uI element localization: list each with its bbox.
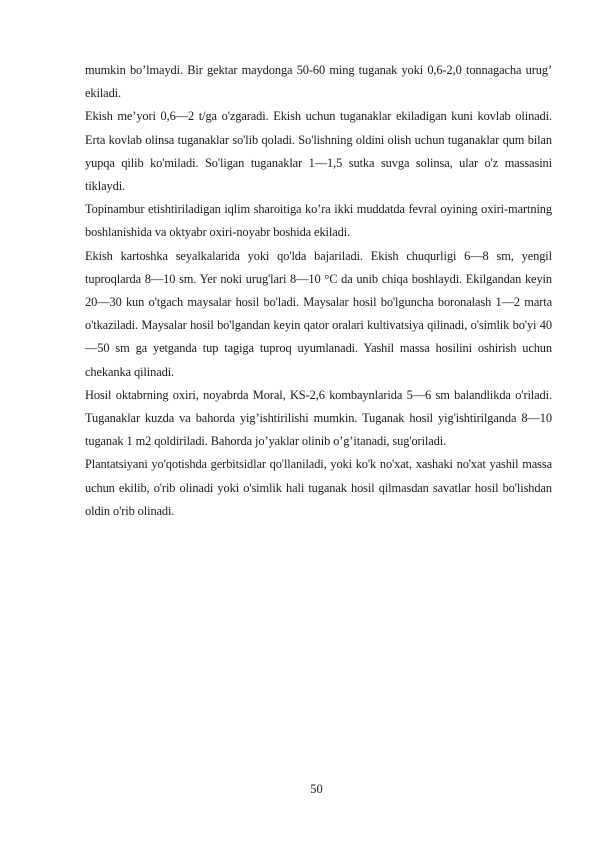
paragraph-3: Topinambur etishtiriladigan iqlim sharoitiga ko’ra ikki muddatda fevral oyining oxiri-martning boshlanishida va oktyabr oxiri-noyabr boshida ekiladi. — [85, 202, 552, 240]
paragraph-2: Ekish me’yori 0,6—2 t/ga o'zgaradi. Ekish uchun tuganaklar ekiladigan kuni kovlab olinadi. Erta kovlab olinsa tuganaklar so'lib qoladi. So'lishning oldini olish uchun tuganaklar qum bilan yupqa qilib ko'miladi. So'ligan tuganaklar 1—1,5 sutka suvga solinsa, ular o'z massasini tiklaydi. — [85, 109, 552, 194]
paragraph-4: Ekish kartoshka seyalkalarida yoki qo'lda bajariladi. Ekish chuqurligi 6—8 sm, yengil tuproqlarda 8—10 sm. Yer noki urug'lari 8—10 °C da unib chiqa boshlaydi. Ekilgandan keyin 20—30 kun o'tgach maysalar hosil bo'ladi. Maysalar hosil bo'lguncha boronalash 1—2 marta o'tkaziladi. Maysalar hosil bo'lgandan keyin qator oralari kultivatsiya qilinadi, o'simlik bo'yi 40—50 sm ga yetganda tup tagiga tuproq uyumlanadi. Yashil massa hosilini oshirish uchun chekanka qilinadi. — [85, 248, 552, 379]
paragraph-6: Plantatsiyani yo'qotishda gerbitsidlar qo'llaniladi, yoki ko'k no'xat, xashaki no'xat yashil massa uchun ekilib, o'rib olinadi yoki o'simlik hali tuganak hosil qilmasdan savatlar hosil bo'lishdan oldin o'rib olinadi. — [85, 457, 552, 518]
page-number: 50 — [310, 782, 323, 796]
document-body — [85, 59, 552, 523]
paragraph-1: mumkin bo’lmaydi. Bir gektar maydonga 50-60 ming tuganak yoki 0,6-2,0 tonnagacha urug’ ekiladi. — [85, 63, 552, 101]
paragraph-5: Hosil oktabrning oxiri, noyabrda Moral, KS-2,6 kombaynlarida 5—6 sm balandlikda o'riladi. Tuganaklar kuzda va bahorda yig’ishtirilishi mumkin. Tuganak hosil yig'ishtirilganda 8—10 tuganak 1 m2 qoldiriladi. Bahorda jo’yaklar olinib o’g’itanadi, sug'oriladi. — [85, 387, 552, 449]
